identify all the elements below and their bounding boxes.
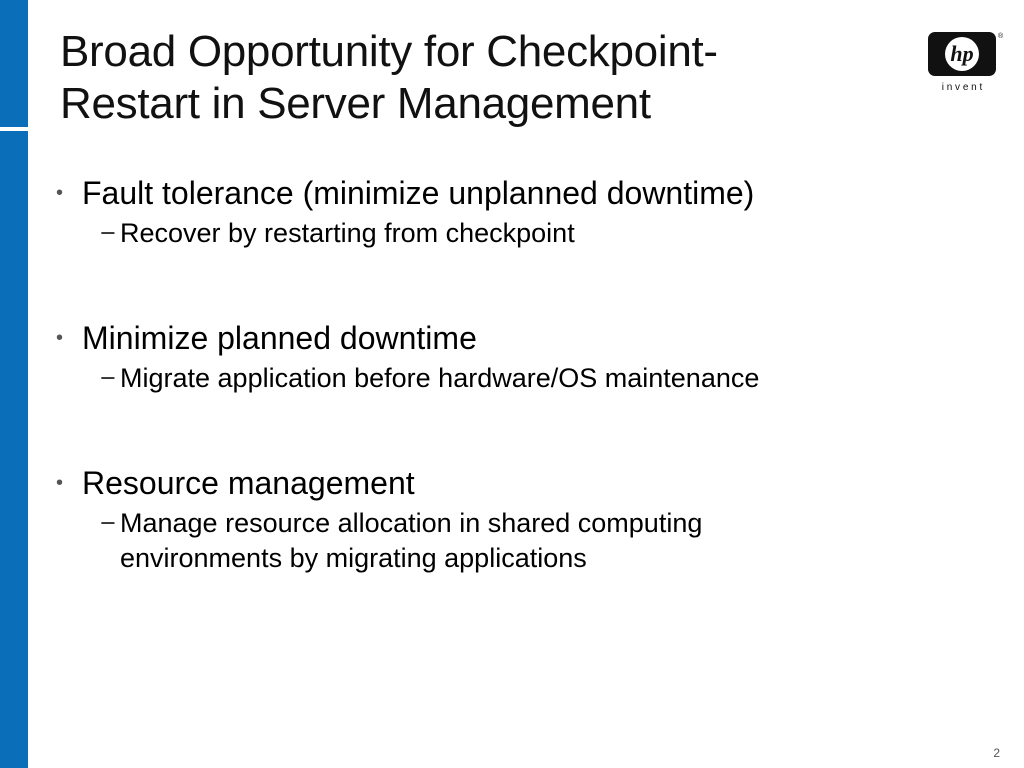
sub-bullet-text: Recover by restarting from checkpoint	[120, 218, 575, 248]
slide-title-line-2: Restart in Server Management	[60, 79, 651, 128]
bullet-marker: •	[56, 472, 64, 494]
page-number: 2	[993, 746, 1000, 760]
sub-bullet-text: Migrate application before hardware/OS maintenance	[120, 363, 760, 393]
hp-logo-icon	[922, 30, 1002, 94]
sub-bullet-text-line-1: Manage resource allocation in shared computing	[120, 508, 703, 538]
sub-bullet-item	[56, 216, 976, 251]
slide-title-line-1: Broad Opportunity for Checkpoint-	[60, 27, 718, 76]
hp-logo-tagline: i n v e n t	[941, 82, 983, 93]
bullet-text: Resource management	[82, 465, 415, 501]
left-accent-bar-top	[0, 0, 28, 127]
sub-bullet-marker: −	[100, 218, 116, 248]
sub-bullet-text-line-2: environments by migrating applications	[120, 543, 587, 573]
bullet-item	[56, 170, 976, 216]
bullet-item	[56, 315, 976, 361]
sub-bullet-marker: −	[100, 508, 116, 538]
slide-title	[60, 26, 880, 130]
sub-bullet-item	[56, 506, 976, 576]
sub-bullet-marker: −	[100, 363, 116, 393]
hp-logo	[922, 30, 1002, 94]
bullet-marker: •	[56, 182, 64, 204]
bullet-text: Fault tolerance (minimize unplanned downtime)	[82, 175, 755, 211]
bullet-text: Minimize planned downtime	[82, 320, 477, 356]
sub-bullet-item	[56, 361, 976, 396]
hp-logo-registered: ®	[998, 33, 1004, 40]
bullet-marker: •	[56, 327, 64, 349]
bullet-list	[56, 170, 976, 576]
bullet-item	[56, 460, 976, 506]
spacer	[56, 396, 976, 460]
spacer	[56, 251, 976, 315]
hp-logo-brand: hp	[950, 41, 974, 66]
left-accent-bar-bottom	[0, 131, 28, 768]
